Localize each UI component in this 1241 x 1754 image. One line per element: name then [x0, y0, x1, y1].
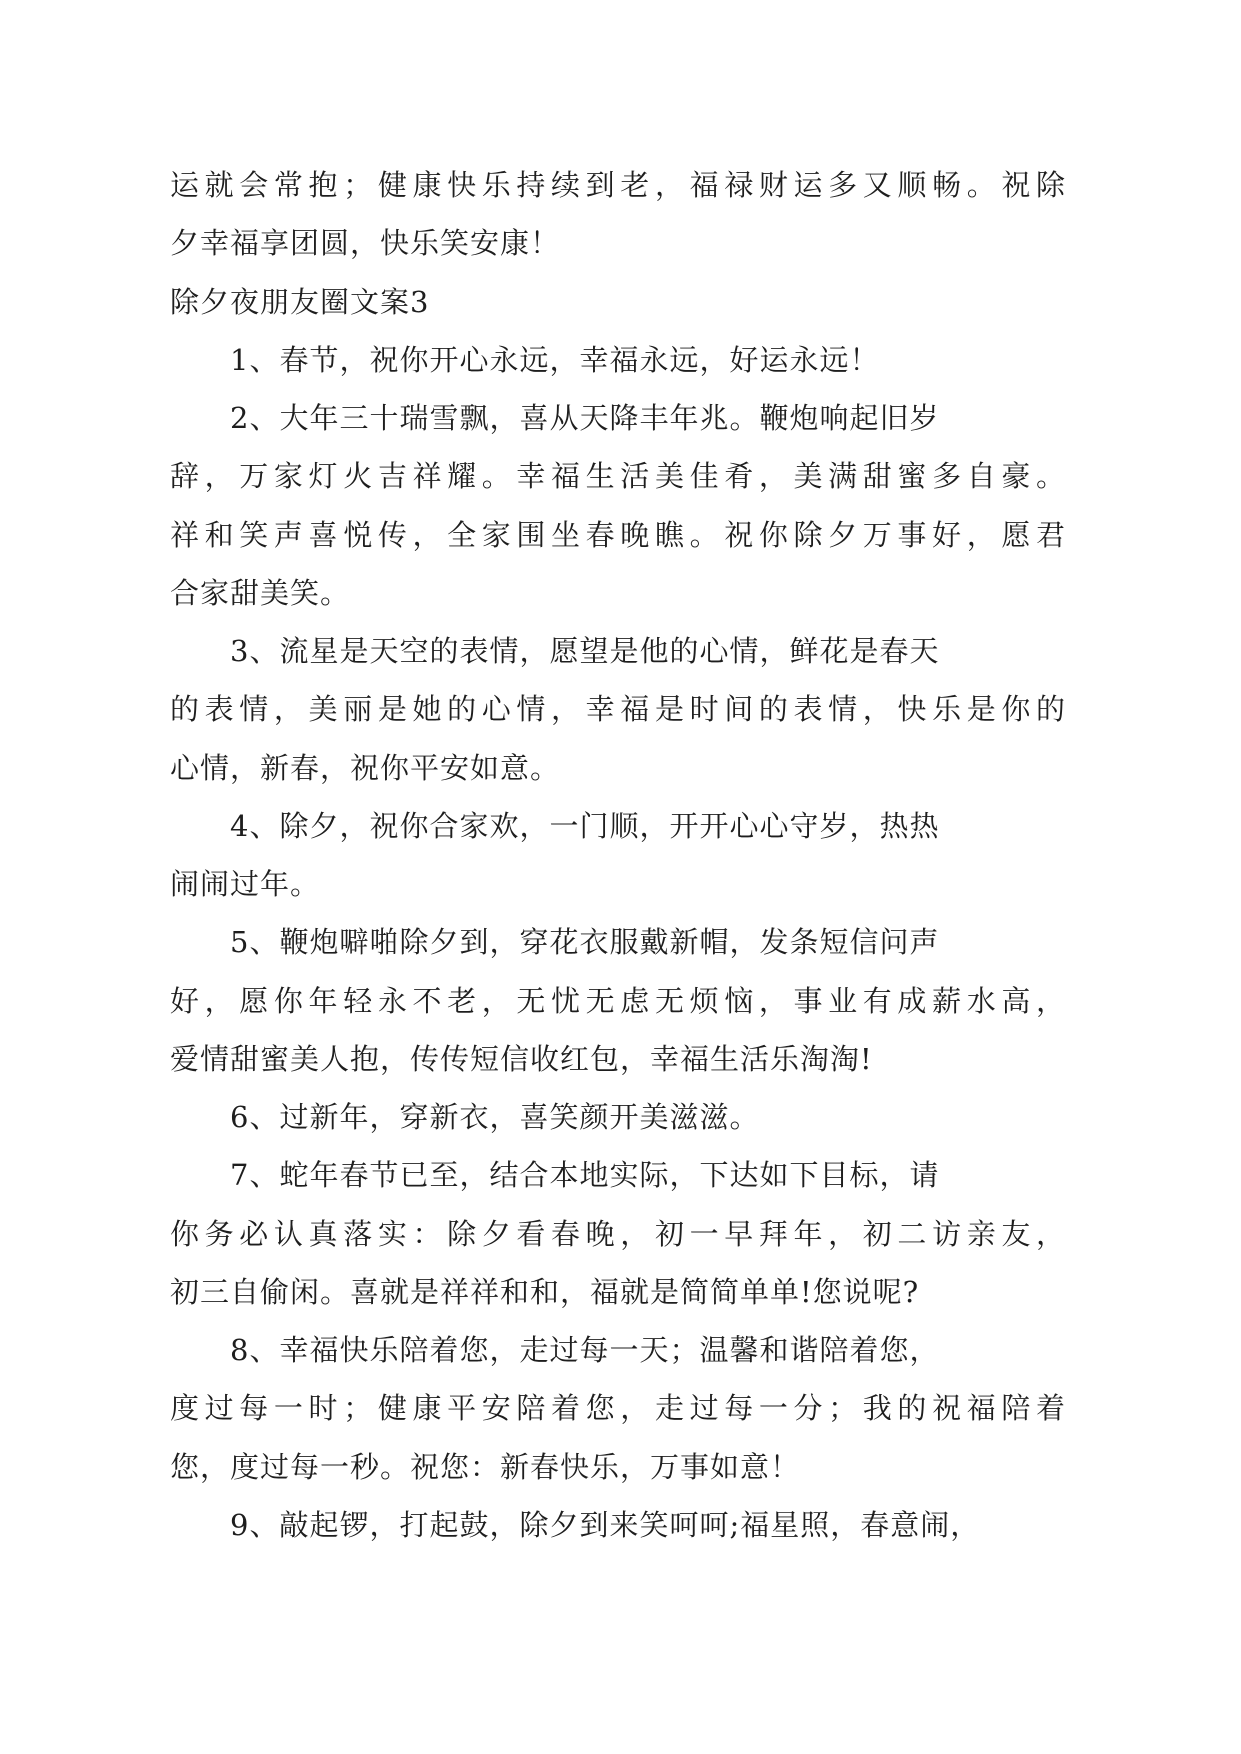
- paragraph-line: 度过每一时；健康平安陪着您，走过每一分；我的祝福陪着: [170, 1391, 1065, 1426]
- paragraph-line: 爱情甜蜜美人抱，传传短信收红包，幸福生活乐淘淘!: [170, 1041, 873, 1076]
- paragraph-line: 祥和笑声喜悦传，全家围坐春晚瞧。祝你除夕万事好，愿君: [170, 517, 1065, 552]
- paragraph-line: 你务必认真落实：除夕看春晚，初一早拜年，初二访亲友，: [170, 1216, 1065, 1251]
- list-item: [170, 913, 1065, 1088]
- paragraph-line: 4、除夕，祝你合家欢，一门顺，开开心心守岁，热热: [230, 808, 940, 843]
- paragraph-line: 8、幸福快乐陪着您，走过每一天；温馨和谐陪着您，: [230, 1333, 940, 1367]
- paragraph-line: 的表情，美丽是她的心情，幸福是时间的表情，快乐是你的: [170, 692, 1065, 727]
- paragraph-line: 3、流星是天空的表情，愿望是他的心情，鲜花是春天: [230, 634, 940, 668]
- paragraph-line: 2、大年三十瑞雪飘，喜从天降丰年兆。鞭炮响起旧岁: [230, 401, 940, 435]
- paragraph-line: 初三自偷闲。喜就是祥祥和和，福就是简简单单!您说呢?: [170, 1274, 920, 1309]
- paragraph-line: 6、过新年，穿新衣，喜笑颜开美滋滋。: [230, 1100, 760, 1134]
- list-item: [170, 1088, 1065, 1146]
- paragraph-line: 7、蛇年春节已至，结合本地实际，下达如下目标，请: [230, 1158, 940, 1193]
- list-item: [170, 797, 1065, 914]
- list-item: [170, 1321, 1065, 1496]
- paragraph-line: 夕幸福享团圆，快乐笑安康！: [170, 226, 561, 261]
- paragraph-line: 好，愿你年轻永不老，无忧无虑无烦恼，事业有成薪水高，: [170, 983, 1065, 1018]
- intro-paragraph: [170, 156, 1065, 273]
- list-item: [170, 389, 1065, 622]
- section-heading: 除夕夜朋友圈文案3: [170, 284, 430, 319]
- paragraph-line: 闹闹过年。: [170, 867, 321, 901]
- paragraph-line: 9、敲起锣，打起鼓，除夕到来笑呵呵;福星照，春意闹，: [230, 1507, 981, 1542]
- list-item: [170, 1496, 1065, 1554]
- paragraph-line: 您，度过每一秒。祝您：新春快乐，万事如意！: [170, 1449, 801, 1484]
- list-item: [170, 331, 1065, 389]
- list-item: [170, 622, 1065, 797]
- paragraph-line: 辞，万家灯火吉祥耀。幸福生活美佳肴，美满甜蜜多自豪。: [170, 459, 1065, 494]
- paragraph-line: 合家甜美笑。: [170, 575, 351, 610]
- paragraph-line: 1、春节，祝你开心永远，幸福永远，好运永远！: [230, 342, 880, 377]
- paragraph-line: 5、鞭炮噼啪除夕到，穿花衣服戴新帽，发条短信问声: [230, 925, 940, 960]
- paragraph-line: 运就会常抱；健康快乐持续到老，福禄财运多又顺畅。祝除: [170, 168, 1065, 202]
- list-item: [170, 1146, 1065, 1321]
- paragraph-line: 心情，新春，祝你平安如意。: [170, 750, 561, 785]
- document-body: [170, 156, 1065, 1554]
